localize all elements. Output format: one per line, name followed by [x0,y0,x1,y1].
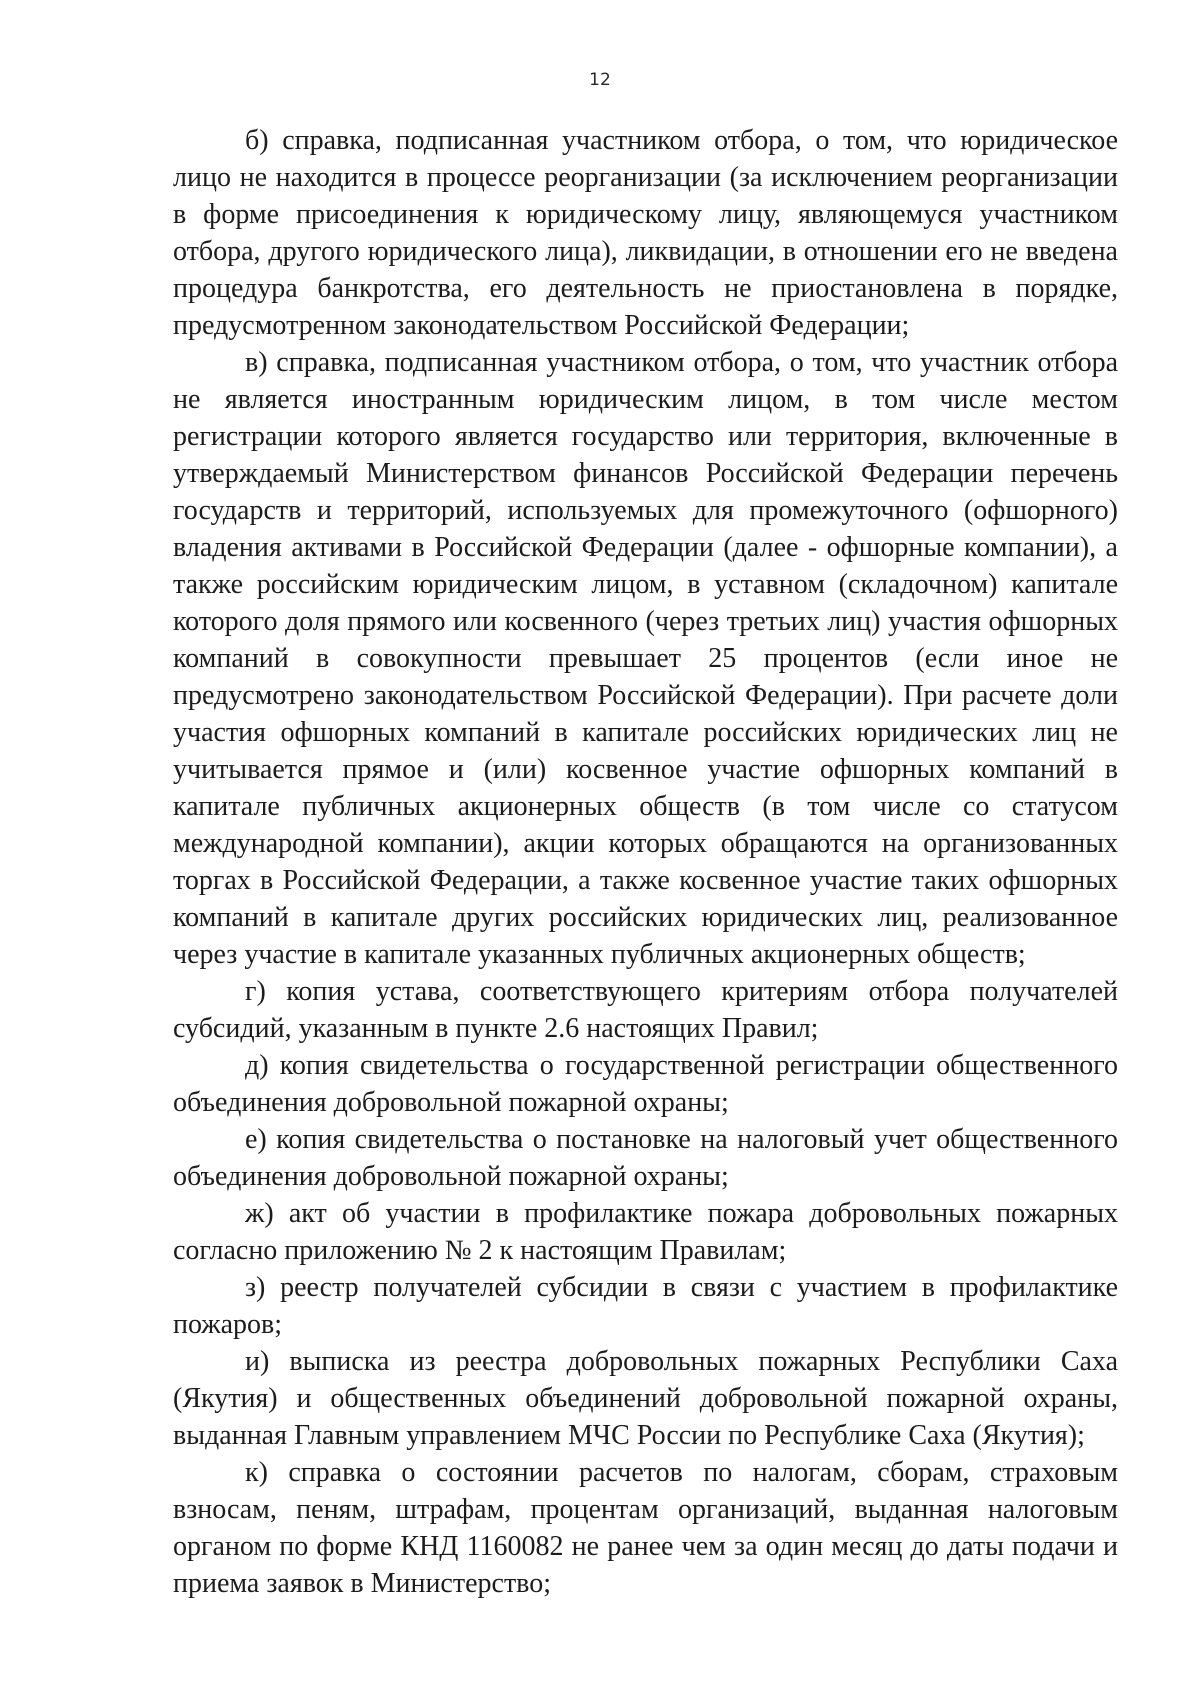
paragraph-zh: ж) акт об участии в профилактике пожара добровольных пожарных согласно приложению № 2 к настоящим Правилам; [173,1198,1118,1266]
paragraph-d: д) копия свидетельства о государственной регистрации общественного объединения добровольной пожарной охраны; [173,1050,1118,1118]
page-number: 12 [589,70,611,90]
paragraph-z: з) реестр получателей субсидии в связи с участием в профилактике пожаров; [173,1272,1118,1340]
paragraph-b: б) справка, подписанная участником отбора, о том, что юридическое лицо не находится в процессе реорганизации (за исключением реорганизации в форме присоединения к юридическому лицу, являющемуся участником отбора, другого юридического лица), ликвидации, в отношении его не введена процедура банкротства, его деятельность не приостановлена в порядке, предусмотренном законодательством Российской Федерации; [173,125,1118,341]
paragraph-e: е) копия свидетельства о постановке на налоговый учет общественного объединения добровольной пожарной охраны; [173,1124,1118,1192]
paragraph-i: и) выписка из реестра добровольных пожарных Республики Саха (Якутия) и общественных объединений добровольной пожарной охраны, выданная Главным управлением МЧС России по Республике Саха (Якутия); [173,1346,1118,1451]
paragraph-v: в) справка, подписанная участником отбора, о том, что участник отбора не является иностранным юридическим лицом, в том числе местом регистрации которого является государство или территория, включенные в утверждаемый Министерством финансов Российской Федерации перечень государств и территорий, используемых для промежуточного (офшорного) владения активами в Российской Федерации (далее - офшорные компании), а также российским юридическим лицом, в уставном (складочном) капитале которого доля прямого или косвенного (через третьих лиц) участия офшорных компаний в совокупности превышает 25 процентов (если иное не предусмотрено законодательством Российской Федерации). При расчете доли участия офшорных компаний в капитале российских юридических лиц не учитывается прямое и (или) косвенное участие офшорных компаний в капитале публичных акционерных обществ (в том числе со статусом международной компании), акции которых обращаются на организованных торгах в Российской Федерации, а также косвенное участие таких офшорных компаний в капитале других российских юридических лиц, реализованное через участие в капитале указанных публичных акционерных обществ; [173,347,1118,970]
paragraph-k: к) справка о состоянии расчетов по налогам, сборам, страховым взносам, пеням, штрафам, процентам организаций, выданная налоговым органом по форме КНД 1160082 не ранее чем за один месяц до даты подачи и приема заявок в Министерство; [173,1457,1118,1599]
paragraph-g: г) копия устава, соответствующего критериям отбора получателей субсидий, указанным в пункте 2.6 настоящих Правил; [173,976,1118,1044]
document-body [173,122,1118,1602]
